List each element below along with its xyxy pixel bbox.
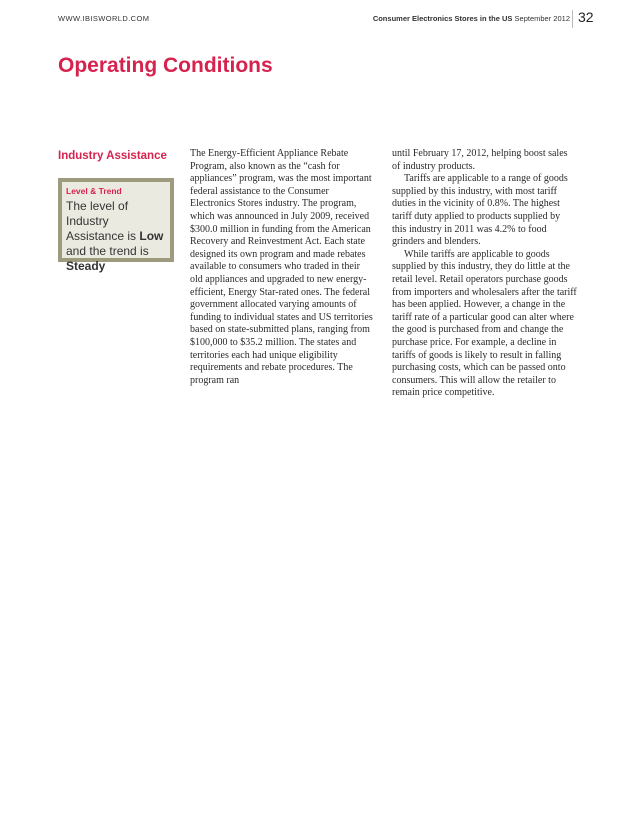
level-trend-label: Level & Trend (66, 186, 122, 196)
header-divider (572, 10, 573, 28)
body-column-1 (190, 148, 375, 387)
site-url[interactable]: WWW.IBISWORLD.COM (58, 14, 150, 23)
page-header (0, 0, 638, 38)
paragraph: until February 17, 2012, helping boost sales of industry products. (392, 148, 568, 172)
paragraph: Tariffs are applicable to a range of goods supplied by this industry, with most tariff duties in the vicinity of 0.8%. The highest tariff duty applied to products supplied by this industry in 2011 was 4.2% to food grinders and blenders. (392, 173, 568, 248)
report-header (373, 14, 570, 23)
page-title: Operating Conditions (58, 54, 273, 77)
page-number: 32 (578, 9, 594, 25)
level-trend-inner (62, 182, 170, 273)
report-title: Consumer Electronics Stores in the US (372, 14, 513, 23)
level-value: Low (139, 229, 164, 243)
report-date: September 2012 (514, 14, 570, 23)
paragraph: While tariffs are applicable to goods supplied by this industry, they do little at the retail level. Retail operators purchase goods from importers and wholesalers after the tariff has been applied. However, a change in the tariff rate of a particular good can alter where the good is purchased from and change the purchase price. For example, a decline in tariffs of goods is likely to result in falling purchasing costs, which can be passed onto consumers. This will allow the retailer to remain price competitive. (392, 248, 577, 399)
level-trend-text-middle: and the trend is (66, 244, 149, 258)
trend-value: Steady (66, 259, 106, 273)
paragraph: The Energy-Efficient Appliance Rebate Program, also known as the “cash for appliances” program, was the most important federal assistance to the Consumer Electronics Stores industry. The program, which was announced in July 2009, received $300.0 million in funding from the American Recovery and Reinvestment Act. Each state designed its own program and made rebates available to consumers who traded in their old appliances and upgraded to new energy-efficient, Energy Star-rated ones. The federal government allocated varying amounts of funding to individual states and US territories based on state-submitted plans, ranging from $100,000 to $35.2 million. The states and territories each had unique eligibility requirements and rebate procedures. The program ran (190, 148, 373, 386)
body-column-2 (392, 148, 577, 400)
section-label: Industry Assistance (58, 150, 167, 162)
level-trend-box (58, 178, 174, 273)
level-trend-text-start: The level of Industry Assistance is (66, 199, 140, 243)
level-trend-text (66, 199, 165, 274)
